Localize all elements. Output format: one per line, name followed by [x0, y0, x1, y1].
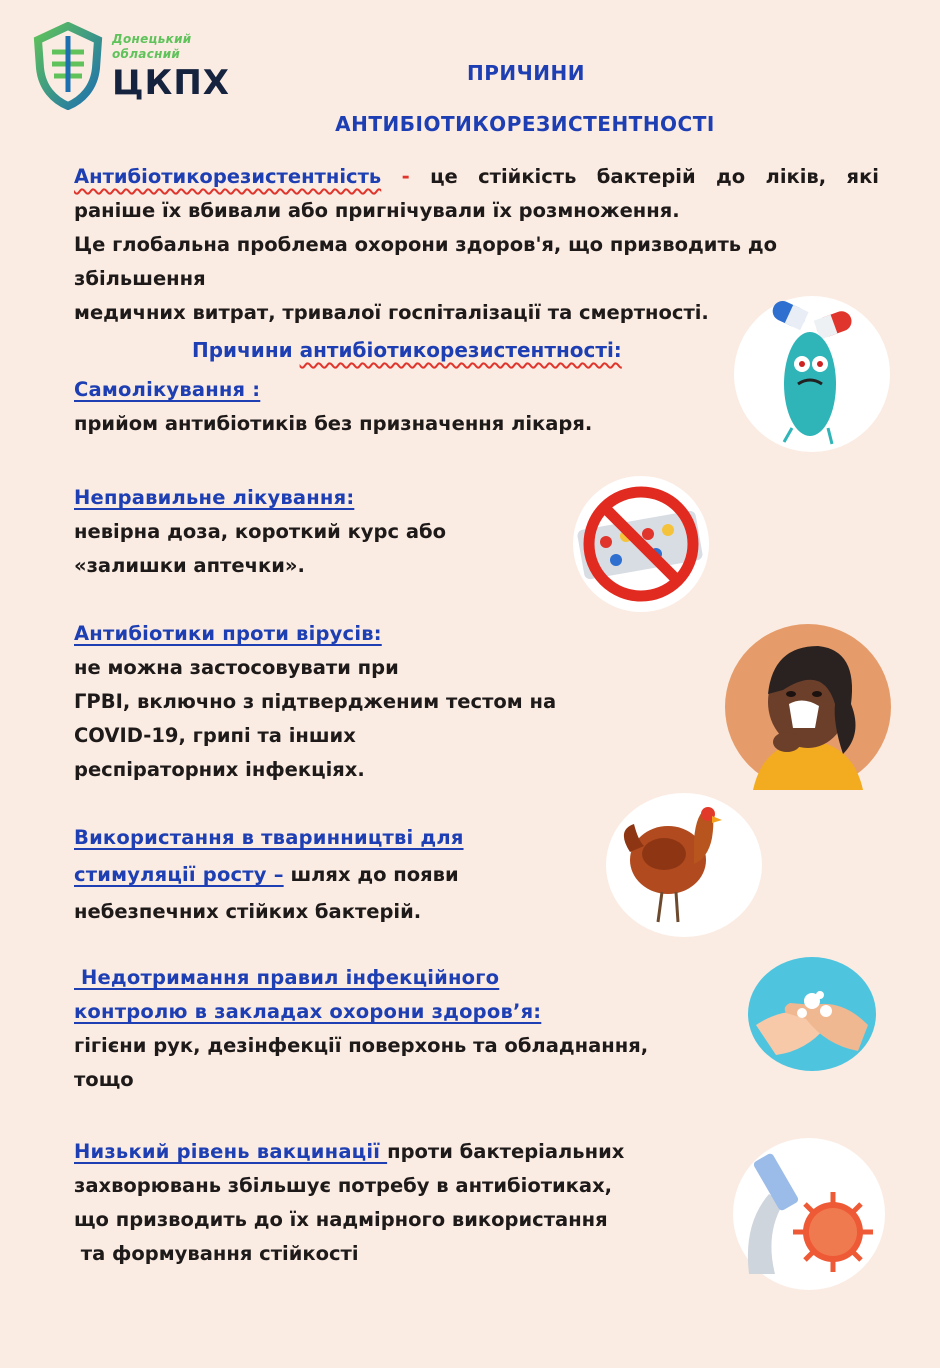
cause-heading: контролю в закладах охорони здоров’я: [74, 1000, 542, 1023]
intro-line3: Це глобальна проблема охорони здоров'я, що призводить до збільшення [74, 233, 778, 290]
cause-body: небезпечних стійких бактерій. [74, 900, 422, 923]
intro-line1: Антибіотикорезистентність - це стійкість бактерій до ліків, які [74, 165, 879, 188]
cause-body: що призводить до їх надмірного використання [74, 1208, 608, 1231]
handwashing-icon [746, 955, 878, 1073]
intro-line2: раніше їх вбивали або пригнічували їх розмноження. [74, 199, 680, 222]
no-pills-illustration [556, 474, 726, 614]
cause-heading: Антибіотики проти вірусів: [74, 622, 382, 645]
cause-body: проти бактеріальних [387, 1140, 625, 1163]
cause-body: тощо [74, 1068, 134, 1091]
cause-body: та формування стійкості [74, 1242, 359, 1265]
cause-heading: Використання в тваринництві для [74, 826, 464, 849]
intro-line4: медичних витрат, тривалої госпіталізації та смертності. [74, 301, 709, 324]
intro-term: Антибіотикорезистентність [74, 165, 382, 188]
cause-heading: Неправильне лікування: [74, 486, 355, 509]
bacteria-illustration [732, 292, 892, 457]
cause-infection-control [74, 961, 648, 1097]
handwashing-illustration [746, 955, 878, 1073]
logo-text-line2: обласний [112, 47, 181, 61]
chicken-icon [604, 790, 764, 940]
cause-body: «залишки аптечки». [74, 554, 305, 577]
cause-body: захворювань збільшує потребу в антибіотиках, [74, 1174, 613, 1197]
cause-wrong-treatment [74, 481, 446, 583]
cause-heading: Самолікування : [74, 378, 261, 401]
page-title-line1: ПРИЧИНИ [466, 61, 585, 85]
bacteria-capsule-icon [732, 292, 892, 457]
cause-self-medication [74, 373, 592, 441]
chicken-illustration [604, 790, 764, 940]
cause-low-vaccination [74, 1135, 624, 1271]
cause-livestock [74, 819, 464, 930]
cause-body: шлях до появи [283, 863, 459, 886]
logo-text-line1: Донецький [112, 32, 192, 46]
cause-body: COVID-19, грипі та інших [74, 724, 356, 747]
logo-text-main: ЦКПХ [112, 63, 231, 103]
cause-body: не можна застосовувати при [74, 656, 399, 679]
page-title-line2: АНТИБІОТИКОРЕЗИСТЕНТНОСТІ [335, 112, 715, 136]
cause-body: невірна доза, короткий курс або [74, 520, 446, 543]
cause-heading: Недотримання правил інфекційного [74, 966, 500, 989]
causes-heading: Причини антибіотикорезистентності: [192, 338, 622, 362]
no-pills-icon [556, 474, 726, 614]
cause-antibiotics-vs-viruses [74, 617, 556, 787]
sneezing-woman-icon [723, 624, 893, 790]
cause-body: гігієни рук, дезінфекції поверхонь та обладнання, [74, 1034, 649, 1057]
cause-heading: стимуляції росту – [74, 863, 284, 886]
virus-syringe-icon [729, 1134, 889, 1294]
cause-body: ГРВІ, включно з підтвердженим тестом на [74, 690, 557, 713]
sneezing-illustration [723, 624, 893, 790]
virus-illustration [729, 1134, 889, 1294]
cause-body: респіраторних інфекціях. [74, 758, 365, 781]
cause-heading: Низький рівень вакцинації [74, 1140, 388, 1163]
cause-body: прийом антибіотиків без призначення лікаря. [74, 412, 593, 435]
